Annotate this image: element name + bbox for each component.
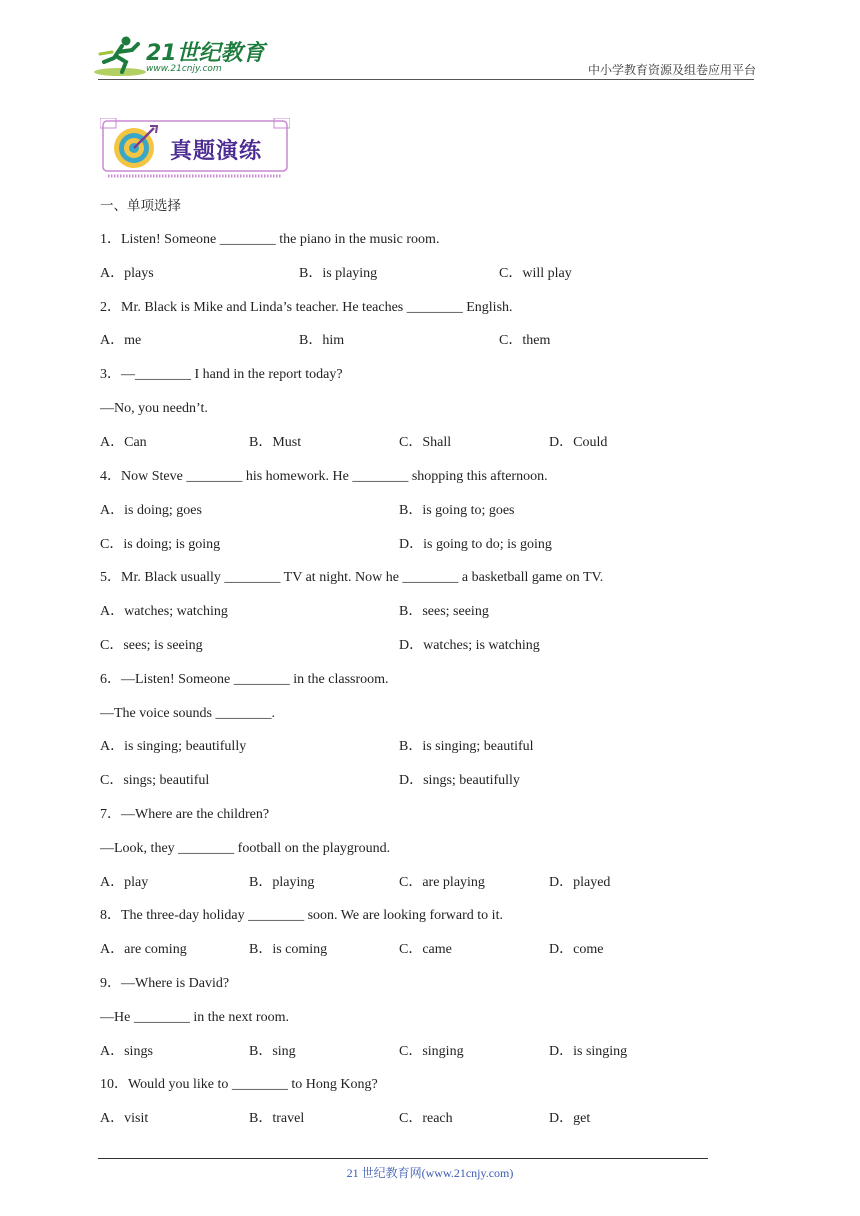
logo-url: www.21cnjy.com <box>146 64 222 74</box>
option-d[interactable]: D．played <box>549 875 611 890</box>
option-d[interactable]: D．sings; beautifully <box>399 773 520 788</box>
option-c[interactable]: C．is doing; is going <box>100 537 221 552</box>
option-c[interactable]: C．will play <box>499 266 572 281</box>
question-stem: 6．—Listen! Someone ________ in the classroom. <box>100 672 389 687</box>
option-d[interactable]: D．is going to do; is going <box>399 537 552 552</box>
option-a[interactable]: A．Can <box>100 435 147 450</box>
section-title: 一、单项选择 <box>100 198 181 214</box>
option-b[interactable]: B．is playing <box>299 266 378 281</box>
option-b[interactable]: B．sees; seeing <box>399 604 489 619</box>
question-stem: 1．Listen! Someone ________ the piano in the music room. <box>100 232 440 247</box>
option-c[interactable]: C．sings; beautiful <box>100 773 210 788</box>
option-a[interactable]: A．play <box>100 875 149 890</box>
question-stem: 7．—Where are the children? <box>100 807 270 822</box>
option-c[interactable]: C．singing <box>399 1044 464 1059</box>
question-stem: 4．Now Steve ________ his homework. He ________ shopping this afternoon. <box>100 469 548 484</box>
option-b[interactable]: B．is coming <box>249 942 328 957</box>
option-b[interactable]: B．travel <box>249 1111 305 1126</box>
logo-text: 21世纪教育 <box>146 41 265 66</box>
option-b[interactable]: B．sing <box>249 1044 296 1059</box>
banner-title: 真题演练 <box>170 139 263 164</box>
option-c[interactable]: C．came <box>399 942 452 957</box>
question-stem: 5．Mr. Black usually ________ TV at night. Now he ________ a basketball game on TV. <box>100 570 604 585</box>
footer-divider <box>98 1158 708 1159</box>
option-c[interactable]: C．Shall <box>399 435 452 450</box>
option-c[interactable]: C．reach <box>399 1111 453 1126</box>
option-c[interactable]: C．are playing <box>399 875 485 890</box>
question-stem: 3．—________ I hand in the report today? <box>100 367 343 382</box>
option-b[interactable]: B．is singing; beautiful <box>399 739 534 754</box>
question-stem: 8．The three-day holiday ________ soon. We are looking forward to it. <box>100 908 503 923</box>
option-c[interactable]: C．sees; is seeing <box>100 638 203 653</box>
header-divider <box>98 79 754 80</box>
option-b[interactable]: B．is going to; goes <box>399 503 515 518</box>
option-a[interactable]: A．are coming <box>100 942 187 957</box>
option-d[interactable]: D．get <box>549 1111 591 1126</box>
option-a[interactable]: A．plays <box>100 266 154 281</box>
option-b[interactable]: B．him <box>299 333 345 348</box>
option-a[interactable]: A．is singing; beautifully <box>100 739 247 754</box>
option-d[interactable]: D．come <box>549 942 604 957</box>
option-a[interactable]: A．watches; watching <box>100 604 228 619</box>
option-d[interactable]: D．is singing <box>549 1044 628 1059</box>
option-c[interactable]: C．them <box>499 333 551 348</box>
option-a[interactable]: A．is doing; goes <box>100 503 202 518</box>
option-a[interactable]: A．visit <box>100 1111 149 1126</box>
question-dialogue-line: —Look, they ________ football on the playground. <box>100 841 391 856</box>
option-d[interactable]: D．watches; is watching <box>399 638 540 653</box>
option-a[interactable]: A．sings <box>100 1044 153 1059</box>
question-stem: 10．Would you like to ________ to Hong Kong? <box>100 1077 378 1092</box>
option-b[interactable]: B．Must <box>249 435 302 450</box>
footer-link[interactable]: 21 世纪教育网(www.21cnjy.com) <box>346 1166 514 1180</box>
question-dialogue-line: —The voice sounds ________. <box>100 706 275 721</box>
question-stem: 2．Mr. Black is Mike and Linda’s teacher. He teaches ________ English. <box>100 300 513 315</box>
option-d[interactable]: D．Could <box>549 435 608 450</box>
option-a[interactable]: A．me <box>100 333 142 348</box>
question-dialogue-line: —He ________ in the next room. <box>100 1010 289 1025</box>
target-icon <box>112 124 158 170</box>
option-b[interactable]: B．playing <box>249 875 315 890</box>
site-tagline: 中小学教育资源及组卷应用平台 <box>587 63 756 77</box>
question-dialogue-line: —No, you needn’t. <box>100 401 208 416</box>
question-stem: 9．—Where is David? <box>100 976 230 991</box>
